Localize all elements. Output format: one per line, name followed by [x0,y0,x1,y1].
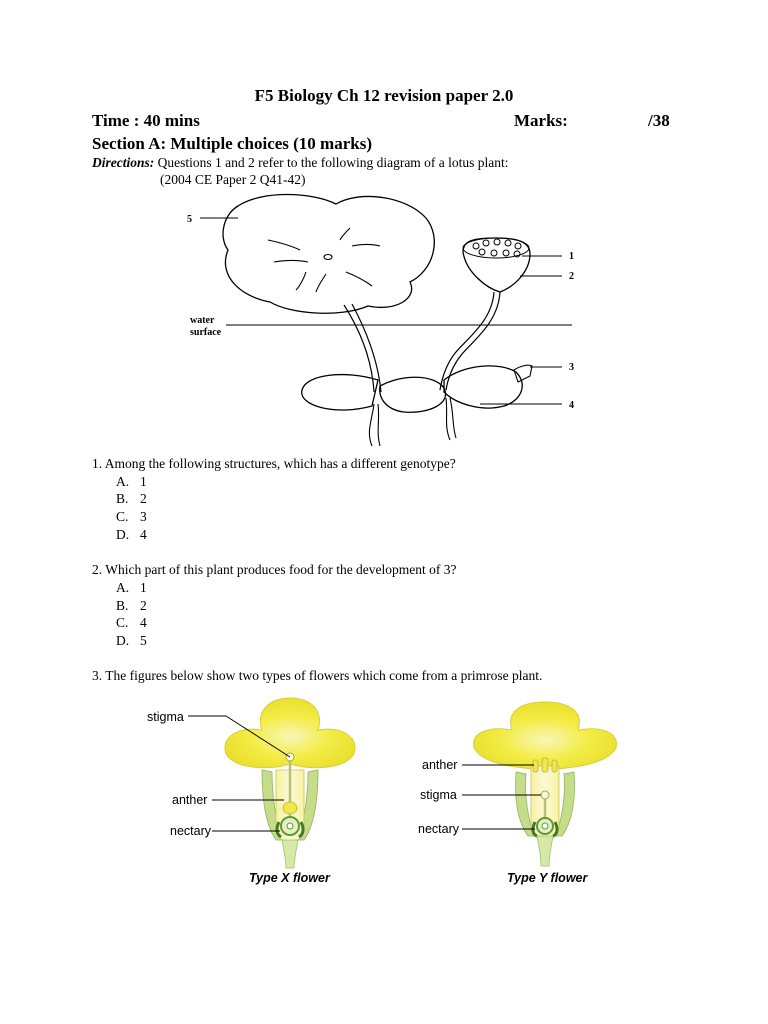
q1-option-b[interactable]: B. 2 [116,491,147,506]
question-1-text: 1. Among the following structures, which has a different genotype? [92,456,456,471]
y-caption: Type Y flower [507,871,588,885]
lotus-leaf [223,195,434,314]
rhizome-right [444,366,522,408]
label-4: 4 [569,400,574,411]
q2-option-a[interactable]: A. 1 [116,580,147,595]
primrose-flowers-figure [0,690,768,900]
x-caption: Type X flower [249,871,330,885]
y-stalk [537,836,553,866]
question-3-text: 3. The figures below show two types of flowers which come from a primrose plant. [92,668,543,683]
y-anthers [533,758,557,772]
leaf-veins [268,228,380,292]
q1-option-a[interactable]: A. 1 [116,474,147,489]
q2-option-b[interactable]: B. 2 [116,598,147,613]
x-nectary-label: nectary [170,824,211,838]
label-1: 1 [569,251,574,262]
marks-total: /38 [648,111,670,130]
label-3: 3 [569,362,574,373]
x-stigma-label: stigma [147,710,184,724]
y-nectary-label: nectary [418,822,459,836]
x-stalk [282,840,298,868]
time-label: Time : 40 mins [92,111,200,130]
lotus-plant-diagram [0,0,768,460]
flower-stalk [440,292,494,390]
marks-label: Marks: [514,111,568,130]
q1-option-c[interactable]: C. 3 [116,509,147,524]
type-y-flower [418,702,617,885]
y-stigma-label: stigma [420,788,457,802]
rhizome-left [302,375,378,410]
q2-option-d[interactable]: D. 5 [116,633,147,648]
section-heading: Section A: Multiple choices (10 marks) [92,134,372,153]
seed-holes [473,239,521,257]
directions-text: Questions 1 and 2 refer to the following diagram of a lotus plant: [154,155,509,170]
flower-stalk-inner [446,292,500,390]
q1-option-d[interactable]: D. 4 [116,527,147,542]
directions-source: (2004 CE Paper 2 Q41-42) [160,172,306,187]
roots [369,398,456,446]
x-anther-label: anther [172,793,208,807]
q2-option-c[interactable]: C. 4 [116,615,147,630]
type-x-flower [147,698,355,885]
label-2: 2 [569,271,574,282]
label-5: 5 [187,214,192,225]
y-anther-label: anther [422,758,458,772]
water-label: water [190,315,215,326]
surface-label: surface [190,327,222,338]
y-stigma-head [541,791,549,799]
rhizome-middle [380,377,446,412]
x-anthers [283,802,297,814]
page-title: F5 Biology Ch 12 revision paper 2.0 [254,86,514,105]
question-2-text: 2. Which part of this plant produces food for the development of 3? [92,562,457,577]
leaf-stalk-inner [352,304,381,392]
directions-label: Directions: [92,155,155,170]
